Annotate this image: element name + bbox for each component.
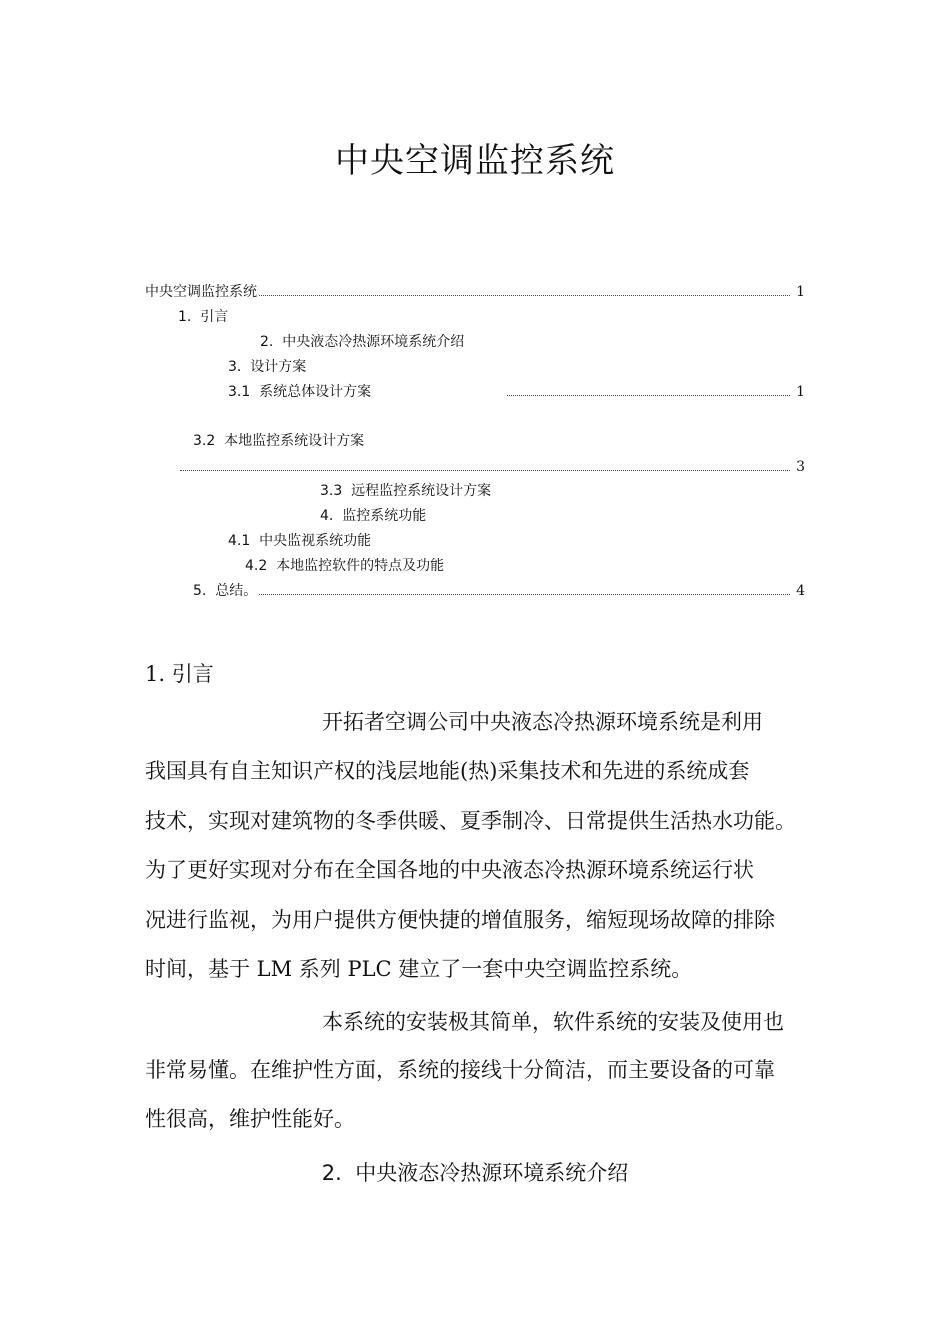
toc-entry[interactable] (228, 532, 371, 550)
toc-page-number: 1 (796, 384, 805, 400)
toc-entry-text: 总结。 (215, 583, 258, 599)
paragraph-line: 我国具有自主知识产权的浅层地能(热)采集技术和先进的系统成套 (145, 759, 750, 783)
toc-leader (180, 469, 790, 471)
toc-leader-row (505, 383, 805, 401)
toc-leader (507, 394, 790, 396)
toc-entry-number: 4. (320, 508, 334, 524)
paragraph-line: 况进行监视，为用户提供方便快捷的增值服务，缩短现场故障的排除 (145, 908, 775, 932)
toc-entry[interactable] (228, 383, 371, 401)
paragraph-line: 时间，基于 LM 系列 PLC 建立了一套中央空调监控系统。 (145, 957, 693, 981)
toc-entry-text: 系统总体设计方案 (259, 384, 372, 400)
paragraph-line: 开拓者空调公司中央液态冷热源环境系统是利用 (322, 710, 763, 734)
toc-entry-text: 监控系统功能 (342, 508, 427, 524)
paragraph-line: 技术，实现对建筑物的冬季供暖、夏季制冷、日常提供生活热水功能。 (145, 809, 796, 833)
toc-entry[interactable] (320, 507, 426, 525)
toc-entry[interactable] (193, 582, 805, 600)
toc-page-number: 1 (796, 284, 805, 300)
toc-page-number: 3 (796, 459, 805, 475)
toc-entry-text: 本地监控系统设计方案 (224, 433, 365, 449)
toc-entry[interactable] (320, 482, 491, 500)
toc-entry-text: 中央监视系统功能 (259, 533, 372, 549)
section-heading (0, 1157, 950, 1187)
toc-entry-text: 中央空调监控系统 (145, 284, 257, 300)
section-title: 中央液态冷热源环境系统介绍 (355, 1161, 629, 1185)
toc-entry[interactable] (193, 432, 364, 450)
toc-page-number: 4 (796, 583, 805, 599)
toc-entry-number: 3.1 (228, 384, 251, 400)
toc-entry-text: 中央液态冷热源环境系统介绍 (282, 334, 465, 350)
paragraph-line: 性很高，维护性能好。 (145, 1107, 355, 1131)
toc-entry-number: 4.2 (245, 558, 268, 574)
toc-entry[interactable] (228, 358, 306, 376)
document-title: 中央空调监控系统 (335, 141, 615, 181)
toc-entry-number: 2. (260, 334, 274, 350)
toc-entry-number: 1. (178, 309, 192, 325)
toc-entry-number: 5. (193, 583, 207, 599)
toc-entry[interactable] (260, 333, 464, 351)
toc-entry[interactable] (245, 557, 444, 575)
paragraph-line: 非常易懂。在维护性方面，系统的接线十分简洁，而主要设备的可靠 (145, 1058, 775, 1082)
section-heading (145, 658, 214, 688)
toc-entry-text: 引言 (200, 309, 229, 325)
section-number: 2. (321, 1161, 342, 1185)
paragraph-line: 为了更好实现对分布在全国各地的中央液态冷热源环境系统运行状 (145, 858, 754, 882)
toc-leader (259, 294, 790, 296)
toc-entry-number: 3. (228, 359, 242, 375)
toc-entry-number: 3.3 (320, 483, 343, 499)
toc-entry-text: 设计方案 (250, 359, 307, 375)
toc-leader-row (178, 458, 805, 476)
toc-entry-number: 3.2 (193, 433, 216, 449)
toc-entry[interactable] (178, 308, 228, 326)
toc-entry[interactable] (145, 283, 805, 301)
paragraph-line: 本系统的安装极其简单，软件系统的安装及使用也 (322, 1010, 784, 1034)
toc-entry-text: 远程监控系统设计方案 (351, 483, 492, 499)
toc-entry-number: 4.1 (228, 533, 251, 549)
toc-leader (259, 593, 790, 595)
section-title: 引言 (171, 662, 214, 686)
section-number: 1. (145, 662, 166, 686)
toc-entry-text: 本地监控软件的特点及功能 (276, 558, 445, 574)
